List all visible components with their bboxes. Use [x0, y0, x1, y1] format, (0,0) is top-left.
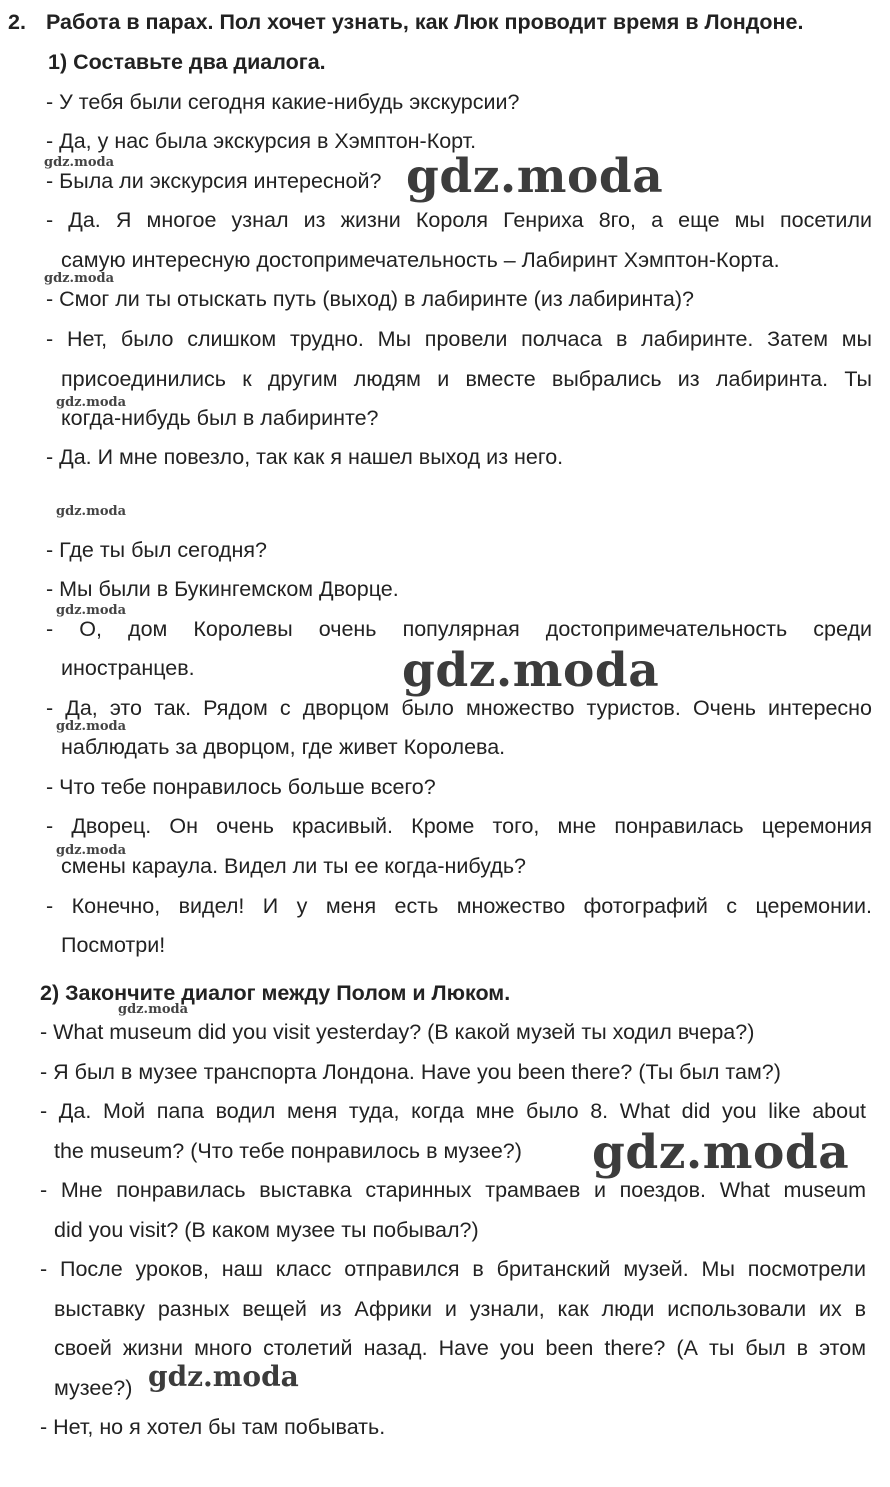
dialog1-line: самую интересную достопримечательность – Лабиринт Хэмптон-Корта.	[61, 248, 780, 272]
watermark-small: gdz.moda	[44, 271, 115, 286]
dialog1-line: когда-нибудь был в лабиринте?	[61, 406, 379, 430]
dialog1-line: - Да. Я многое узнал из жизни Короля Генриха 8го, а еще мы посетили	[46, 208, 872, 232]
part2-line: - Я был в музее транспорта Лондона. Have you been there? (Ты был там?)	[40, 1060, 781, 1084]
part2-line: своей жизни много столетий назад. Have you been there? (А ты был в этом	[54, 1336, 866, 1360]
watermark-small: gdz.moda	[56, 719, 127, 734]
watermark-small: gdz.moda	[56, 603, 127, 618]
part1-heading: 1) Составьте два диалога.	[48, 50, 326, 74]
dialog2-line: - О, дом Королевы очень популярная достопримечательность среди	[46, 617, 872, 641]
dialog2-line: - Конечно, видел! И у меня есть множество фотографий с церемонии.	[46, 894, 872, 918]
watermark-small: gdz.moda	[44, 155, 115, 170]
watermark-small: gdz.moda	[118, 1002, 189, 1017]
part2-line: - После уроков, наш класс отправился в британский музей. Мы посмотрели	[40, 1257, 866, 1281]
watermark-small: gdz.moda	[56, 504, 127, 519]
dialog2-line: - Дворец. Он очень красивый. Кроме того, мне понравилась церемония	[46, 814, 872, 838]
dialog1-line: присоединились к другим людям и вместе выбрались из лабиринта. Ты	[61, 367, 872, 391]
dialog1-line: - Смог ли ты отыскать путь (выход) в лабиринте (из лабиринта)?	[46, 287, 695, 311]
task-title: Работа в парах. Пол хочет узнать, как Люк проводит время в Лондоне.	[46, 10, 804, 34]
part2-heading: 2) Закончите диалог между Полом и Люком.	[40, 981, 511, 1005]
dialog2-line: смены караула. Видел ли ты ее когда-нибудь?	[61, 854, 526, 878]
dialog2-line: наблюдать за дворцом, где живет Королева.	[61, 735, 506, 759]
watermark-small: gdz.moda	[56, 395, 127, 410]
part2-line: did you visit? (В каком музее ты побывал?)	[54, 1218, 479, 1242]
watermark-large: gdz.moda	[406, 149, 664, 204]
dialog1-line: - Нет, было слишком трудно. Мы провели полчаса в лабиринте. Затем мы	[46, 327, 872, 351]
part2-line: - Мне понравилась выставка старинных трамваев и поездов. What museum	[40, 1178, 866, 1202]
dialog2-line: иностранцев.	[61, 656, 195, 680]
part2-line: - What museum did you visit yesterday? (В какой музей ты ходил вчера?)	[40, 1020, 755, 1044]
dialog1-line: - У тебя были сегодня какие-нибудь экскурсии?	[46, 90, 520, 114]
part2-line: - Нет, но я хотел бы там побывать.	[40, 1415, 386, 1439]
task-number: 2.	[8, 10, 26, 34]
part2-line: музее?)	[54, 1376, 133, 1400]
watermark-small: gdz.moda	[56, 843, 127, 858]
dialog2-line: - Что тебе понравилось больше всего?	[46, 775, 436, 799]
watermark-large: gdz.moda	[592, 1125, 850, 1180]
watermark-medium: gdz.moda	[148, 1360, 299, 1393]
watermark-large: gdz.moda	[402, 643, 660, 698]
dialog2-line: Посмотри!	[61, 933, 166, 957]
dialog2-line: - Мы были в Букингемском Дворце.	[46, 577, 399, 601]
dialog2-line: - Да, это так. Рядом с дворцом было множество туристов. Очень интересно	[46, 696, 872, 720]
dialog1-line: - Была ли экскурсия интересной?	[46, 169, 382, 193]
dialog1-line: - Да, у нас была экскурсия в Хэмптон-Корт.	[46, 129, 477, 153]
dialog2-line: - Где ты был сегодня?	[46, 538, 267, 562]
part2-line: - Да. Мой папа водил меня туда, когда мне было 8. What did you like about	[40, 1099, 866, 1123]
part2-line: выставку разных вещей из Африки и узнали, как люди использовали их в	[54, 1297, 866, 1321]
dialog1-line: - Да. И мне повезло, так как я нашел выход из него.	[46, 445, 564, 469]
part2-line: the museum? (Что тебе понравилось в музее?)	[54, 1139, 522, 1163]
